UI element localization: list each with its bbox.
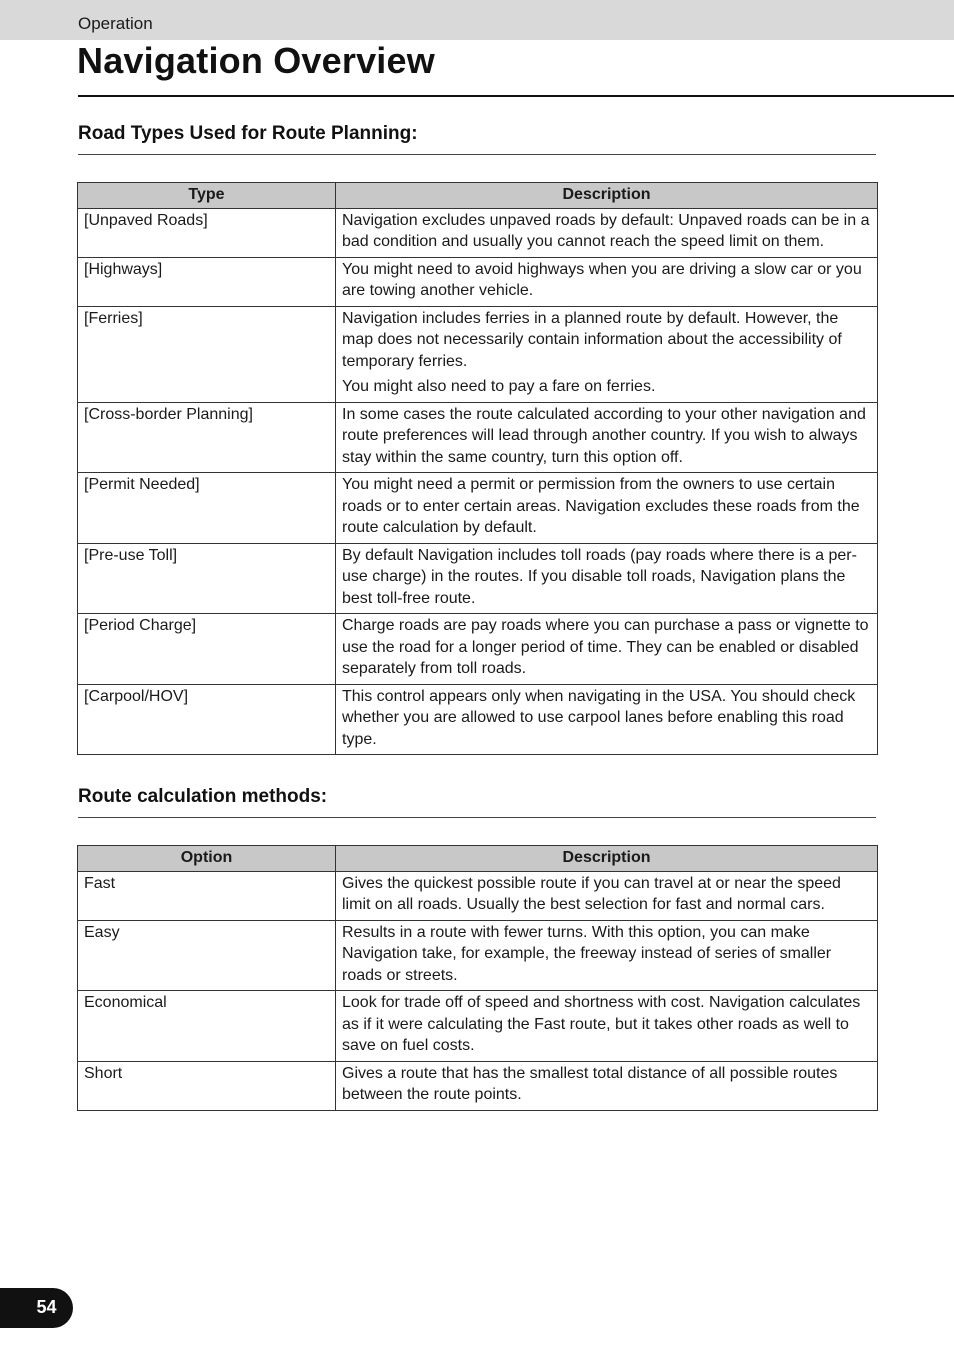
row-description-cell bbox=[336, 543, 878, 614]
column-header-type: Type bbox=[78, 183, 336, 209]
row-description-cell bbox=[336, 473, 878, 544]
table-row bbox=[78, 991, 878, 1062]
description-paragraph: Navigation excludes unpaved roads by default: Unpaved roads can be in a bad condition and usually you cannot reach the speed limit on them. bbox=[342, 211, 870, 250]
row-type-cell: [Permit Needed] bbox=[78, 473, 336, 544]
row-description-cell bbox=[336, 306, 878, 402]
title-rule bbox=[78, 95, 954, 97]
road-types-heading-rule bbox=[78, 154, 876, 155]
row-description-cell bbox=[336, 871, 878, 920]
description-paragraph: You might need a permit or permission from the owners to use certain roads or to enter certain areas. Navigation excludes these roads from the route calculation by default. bbox=[342, 476, 860, 536]
description-paragraph: Gives a route that has the smallest total distance of all possible routes between the route points. bbox=[342, 1064, 838, 1103]
table-row bbox=[78, 614, 878, 685]
row-description-cell bbox=[336, 208, 878, 257]
description-paragraph: Look for trade off of speed and shortness with cost. Navigation calculates as if it were calculating the Fast route, but it takes other roads as well to save on fuel costs. bbox=[342, 994, 861, 1054]
road-types-body bbox=[78, 208, 878, 755]
description-paragraph: You might need to avoid highways when you are driving a slow car or you are towing another vehicle. bbox=[342, 260, 862, 299]
road-types-heading: Road Types Used for Route Planning: bbox=[78, 123, 418, 144]
column-header-description: Description bbox=[336, 846, 878, 872]
row-type-cell: Fast bbox=[78, 871, 336, 920]
row-type-cell: [Unpaved Roads] bbox=[78, 208, 336, 257]
table-row bbox=[78, 208, 878, 257]
column-header-description: Description bbox=[336, 183, 878, 209]
row-description-cell bbox=[336, 991, 878, 1062]
table-header-row bbox=[78, 183, 878, 209]
description-paragraph: In some cases the route calculated according to your other navigation and route preferences will lead through another country. If you wish to always stay within the same country, turn this option off. bbox=[342, 405, 866, 466]
row-type-cell: [Period Charge] bbox=[78, 614, 336, 685]
row-type-cell: [Cross-border Planning] bbox=[78, 402, 336, 473]
column-header-option: Option bbox=[78, 846, 336, 872]
table-row bbox=[78, 402, 878, 473]
table-row bbox=[78, 871, 878, 920]
description-paragraph: Gives the quickest possible route if you can travel at or near the speed limit on all roads. Usually the best selection for fast and normal cars. bbox=[342, 874, 841, 913]
page-number: 54 bbox=[36, 1297, 57, 1317]
row-description-cell bbox=[336, 257, 878, 306]
description-paragraph: This control appears only when navigating in the USA. You should check whether you are allowed to use carpool lanes before enabling this road type. bbox=[342, 687, 856, 748]
row-type-cell: [Pre-use Toll] bbox=[78, 543, 336, 614]
row-type-cell: Easy bbox=[78, 920, 336, 991]
section-label: Operation bbox=[78, 14, 153, 33]
table-row bbox=[78, 473, 878, 544]
description-paragraph: Navigation includes ferries in a planned route by default. However, the map does not necessarily contain information about the accessibility of temporary ferries. bbox=[342, 309, 842, 370]
description-paragraph: By default Navigation includes toll roads (pay roads where there is a per-use charge) in the routes. If you disable toll roads, Navigation plans the best toll-free route. bbox=[342, 546, 857, 607]
route-methods-table bbox=[77, 845, 878, 1111]
row-type-cell: [Carpool/HOV] bbox=[78, 684, 336, 755]
table-header-row bbox=[78, 846, 878, 872]
page-number-tab bbox=[0, 1288, 73, 1328]
row-description-cell bbox=[336, 920, 878, 991]
table-row bbox=[78, 920, 878, 991]
route-methods-heading-rule bbox=[78, 817, 876, 818]
table-row bbox=[78, 543, 878, 614]
description-paragraph: Charge roads are pay roads where you can purchase a pass or vignette to use the road for a longer period of time. They can be enabled or disabled separately from toll roads. bbox=[342, 617, 869, 677]
description-paragraph: You might also need to pay a fare on ferries. bbox=[342, 378, 656, 395]
row-description-cell bbox=[336, 684, 878, 755]
description-paragraph: Results in a route with fewer turns. With this option, you can make Navigation take, for example, the freeway instead of series of smaller roads or streets. bbox=[342, 923, 832, 984]
row-type-cell: Economical bbox=[78, 991, 336, 1062]
table-row bbox=[78, 257, 878, 306]
row-description-cell bbox=[336, 402, 878, 473]
table-row bbox=[78, 684, 878, 755]
row-type-cell: [Highways] bbox=[78, 257, 336, 306]
page-title: Navigation Overview bbox=[77, 40, 435, 81]
row-description-cell bbox=[336, 1061, 878, 1110]
row-type-cell: Short bbox=[78, 1061, 336, 1110]
route-methods-heading: Route calculation methods: bbox=[78, 786, 328, 807]
row-description-cell bbox=[336, 614, 878, 685]
row-type-cell: [Ferries] bbox=[78, 306, 336, 402]
table-row bbox=[78, 1061, 878, 1110]
route-methods-body bbox=[78, 871, 878, 1110]
table-row bbox=[78, 306, 878, 402]
road-types-table bbox=[77, 182, 878, 755]
